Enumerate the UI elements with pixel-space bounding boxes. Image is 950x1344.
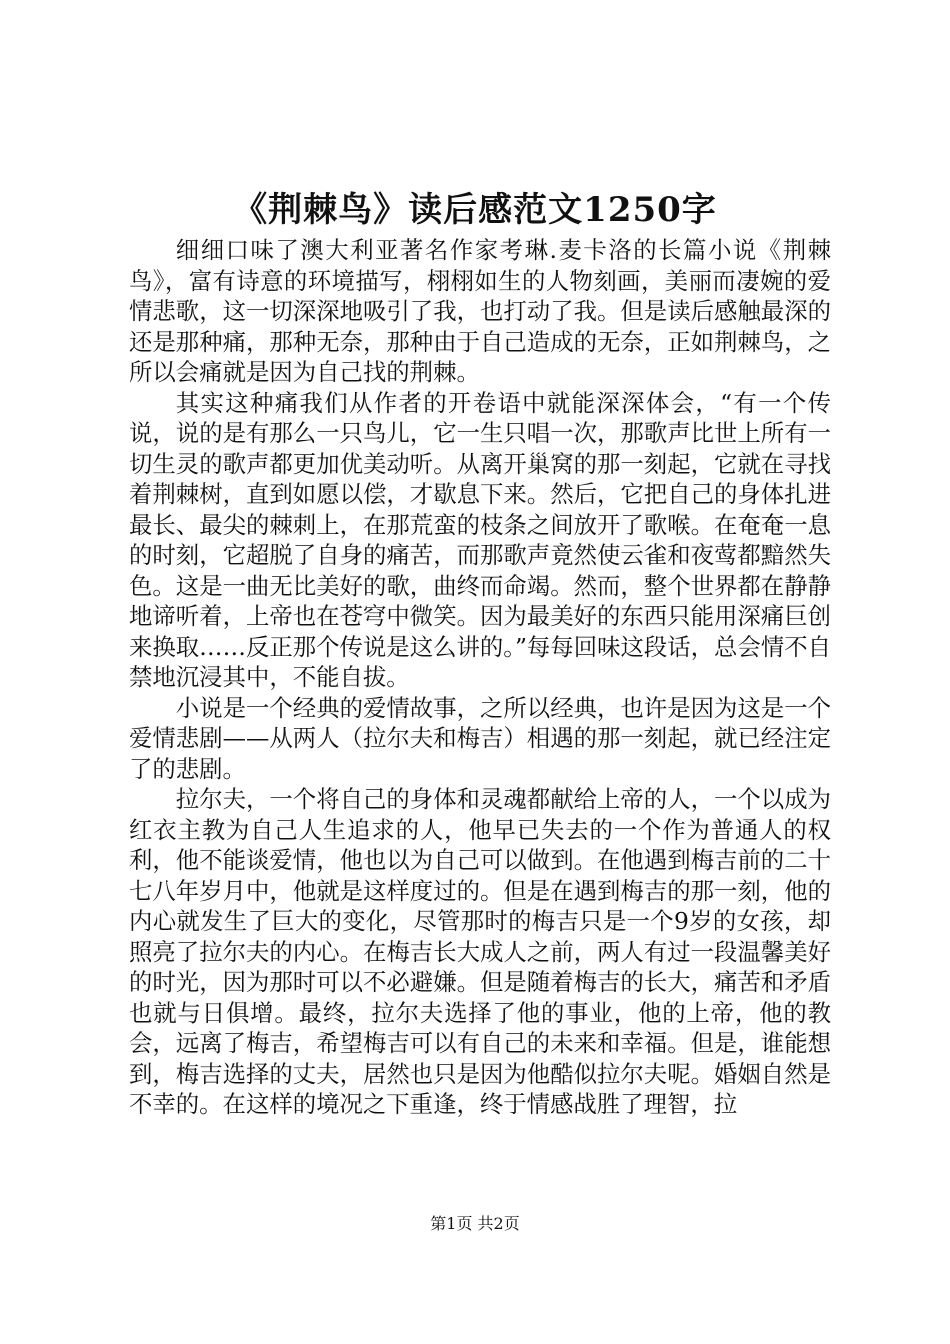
page-footer: 第1页 共2页 bbox=[430, 1214, 520, 1233]
paragraph: 其实这种痛我们从作者的开卷语中就能深深体会，“有一个传说，说的是有那么一只鸟儿，它一生只唱一次，那歌声比世上所有一切生灵的歌声都更加优美动听。从离开巢窝的那一刻起，它就在寻找着荆棘树，直到如愿以偿，才歇息下来。然后，它把自己的身体扎进最长、最尖的棘刺上，在那荒蛮的枝条之间放开了歌喉。在奄奄一息的时刻，它超脱了自身的痛苦，而那歌声竟然使云雀和夜莺都黯然失色。这是一曲无比美好的歌，曲终而命竭。然而，整个世界都在静静地谛听着，上帝也在苍穹中微笑。因为最美好的东西只能用深痛巨创来换取……反正那个传说是这么讲的。”每每回味这段话，总会情不自禁地沉浸其中，不能自拔。 bbox=[129, 388, 831, 691]
paragraph: 细细口味了澳大利亚著名作家考琳.麦卡洛的长篇小说《荆棘鸟》，富有诗意的环境描写，栩栩如生的人物刻画，美丽而凄婉的爱情悲歌，这一切深深地吸引了我，也打动了我。但是读后感触最深的还是那种痛，那种无奈，那种由于自己造成的无奈，正如荆棘鸟，之所以会痛就是因为自己找的荆棘。 bbox=[129, 236, 831, 386]
paragraph: 拉尔夫，一个将自己的身体和灵魂都献给上帝的人，一个以成为红衣主教为自己人生追求的人，他早已失去的一个作为普通人的权利，他不能谈爱情，他也以为自己可以做到。在他遇到梅吉前的二十七八年岁月中，他就是这样度过的。但是在遇到梅吉的那一刻，他的内心就发生了巨大的变化，尽管那时的梅吉只是一个9岁的女孩，却照亮了拉尔夫的内心。在梅吉长大成人之前，两人有过一段温馨美好的时光，因为那时可以不必避嫌。但是随着梅吉的长大，痛苦和矛盾也就与日俱增。最终，拉尔夫选择了他的事业，他的上帝，他的教会，远离了梅吉，希望梅吉可以有自己的未来和幸福。但是，谁能想到，梅吉选择的丈夫，居然也只是因为他酷似拉尔夫呢。婚姻自然是不幸的。在这样的境况之下重逢，终于情感战胜了理智，拉 bbox=[129, 785, 831, 1118]
paragraph: 小说是一个经典的爱情故事，之所以经典，也许是因为这是一个爱情悲剧——从两人（拉尔夫和梅吉）相遇的那一刻起，就已经注定了的悲剧。 bbox=[129, 693, 831, 783]
document-body bbox=[129, 235, 831, 1120]
document-title: 《荆棘鸟》读后感范文1250字 bbox=[233, 190, 717, 230]
